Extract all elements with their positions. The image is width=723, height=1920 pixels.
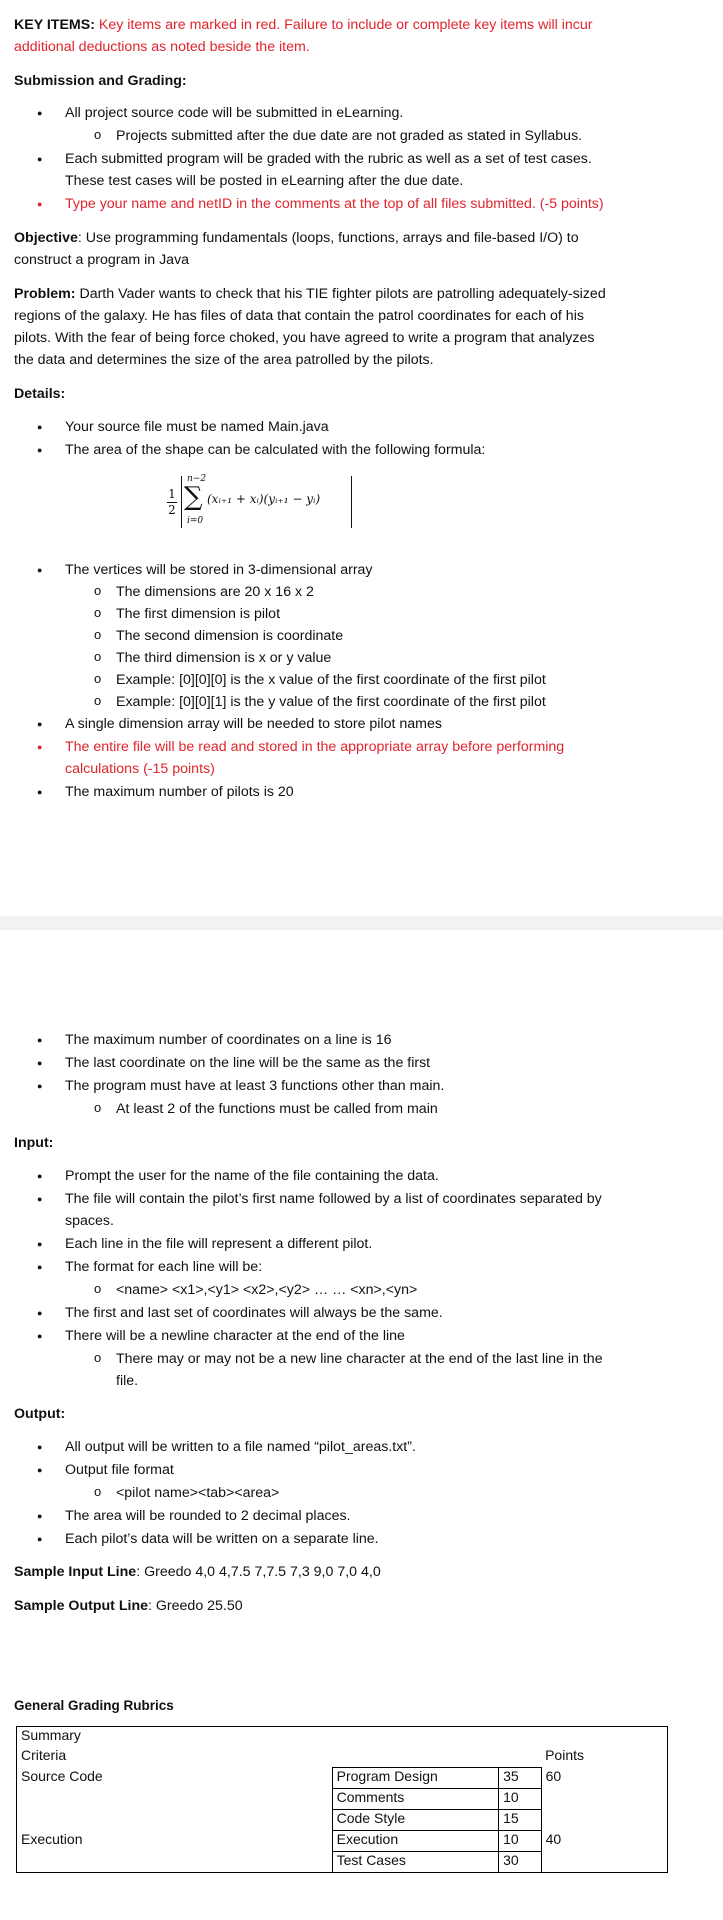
formula-upper-limit: n−2 xyxy=(187,474,207,484)
output-bullet-3: ● The area will be rounded to 2 decimal places. xyxy=(65,1507,351,1525)
rubric-score: 10 xyxy=(499,1789,542,1810)
details-bullet-2: ● The area of the shape can be calculated with the following formula: xyxy=(65,441,485,459)
objective-line-1 xyxy=(14,229,579,247)
input-bullet-2a: ● The file will contain the pilot’s first name followed by a list of coordinates separated by xyxy=(65,1190,602,1208)
output-sub-1: o <pilot name><tab><area> xyxy=(116,1484,279,1502)
objective-text: : Use programming fundamentals (loops, functions, arrays and file-based I/O) to xyxy=(77,230,579,246)
rubric-criteria-source: Source Code xyxy=(17,1768,179,1789)
input-bullet-1: ● Prompt the user for the name of the file containing the data. xyxy=(65,1167,439,1185)
formula-body: (xᵢ₊₁ + xᵢ)(yᵢ₊₁ − yᵢ) xyxy=(207,492,321,506)
sample-output-label: Sample Output Line xyxy=(14,1598,148,1614)
formula-lower-limit: i=0 xyxy=(187,516,204,526)
output-bullet-2: ● Output file format xyxy=(65,1461,174,1479)
input-sub-1: o <name> <x1>,<y1> <x2>,<y2> … … <xn>,<yn> xyxy=(116,1281,417,1299)
submission-bullet-2a: ● Each submitted program will be graded with the rubric as well as a set of test cases. xyxy=(65,150,592,168)
submission-sub-1: o Projects submitted after the due date are not graded as stated in Syllabus. xyxy=(116,127,582,145)
rubric-score: 30 xyxy=(499,1852,542,1873)
rubric-item: Test Cases xyxy=(332,1852,498,1873)
rubric-score: 15 xyxy=(499,1810,542,1831)
details-heading: Details: xyxy=(14,386,66,402)
key-items-label: KEY ITEMS: xyxy=(14,17,95,33)
input-bullet-2b: spaces. xyxy=(65,1213,114,1229)
details-bullet-4: ● A single dimension array will be needed to store pilot names xyxy=(65,715,442,733)
objective-label: Objective xyxy=(14,230,78,246)
rubric-row xyxy=(17,1789,668,1810)
rubric-summary-row xyxy=(17,1727,668,1748)
details-sub-1: o The dimensions are 20 x 16 x 2 xyxy=(116,583,314,601)
rubric-row xyxy=(17,1852,668,1873)
sample-input-label: Sample Input Line xyxy=(14,1564,137,1580)
submission-bullet-1: ● All project source code will be submitted in eLearning. xyxy=(65,104,403,122)
details-bullet-8: ● The last coordinate on the line will be the same as the first xyxy=(65,1054,430,1072)
key-items-text: Key items are marked in red. Failure to include or complete key items will incur xyxy=(98,17,593,33)
input-bullet-6: ● There will be a newline character at the end of the line xyxy=(65,1327,405,1345)
details-sub-2: o The first dimension is pilot xyxy=(116,605,280,623)
rubric-row xyxy=(17,1768,668,1789)
rubric-criteria-execution: Execution xyxy=(17,1831,179,1852)
key-items-line-2: additional deductions as noted beside the item. xyxy=(14,39,310,55)
area-formula xyxy=(161,472,361,534)
input-sub-2a: o There may or may not be a new line character at the end of the last line in the xyxy=(116,1350,603,1368)
problem-text-1: Darth Vader wants to check that his TIE fighter pilots are patrolling adequately-sized xyxy=(75,286,606,302)
output-bullet-1: ● All output will be written to a file named “pilot_areas.txt”. xyxy=(65,1438,416,1456)
input-sub-2b: file. xyxy=(116,1373,139,1389)
problem-label: Problem: xyxy=(14,286,76,302)
formula-half-denominator: 2 xyxy=(168,503,176,517)
sample-output-value: : Greedo 25.50 xyxy=(148,1598,243,1614)
key-items-line-1 xyxy=(14,16,593,34)
details-sub-6: o Example: [0][0][1] is the y value of the first coordinate of the first pilot xyxy=(116,693,546,711)
details-sub-5: o Example: [0][0][0] is the x value of the first coordinate of the first pilot xyxy=(116,671,546,689)
rubric-score: 35 xyxy=(499,1768,542,1789)
rubric-item: Program Design xyxy=(332,1768,498,1789)
objective-line-2: construct a program in Java xyxy=(14,252,190,268)
formula-abs-right xyxy=(351,476,352,528)
problem-line-1 xyxy=(14,285,606,303)
rubric-item: Code Style xyxy=(332,1810,498,1831)
output-bullet-4: ● Each pilot’s data will be written on a separate line. xyxy=(65,1530,379,1548)
rubric-heading: General Grading Rubrics xyxy=(14,1698,174,1713)
rubric-score: 10 xyxy=(499,1831,542,1852)
details-bullet-7: ● The maximum number of coordinates on a line is 16 xyxy=(65,1031,391,1049)
rubric-item: Execution xyxy=(332,1831,498,1852)
sample-input-value: : Greedo 4,0 4,7.5 7,7.5 7,3 9,0 7,0 4,0 xyxy=(136,1564,381,1580)
formula-sigma: ∑ xyxy=(184,482,203,512)
rubric-points-source: 60 xyxy=(541,1768,667,1789)
input-bullet-5: ● The first and last set of coordinates will always be the same. xyxy=(65,1304,443,1322)
details-sub-3: o The second dimension is coordinate xyxy=(116,627,343,645)
rubric-criteria-header: Criteria xyxy=(17,1747,179,1768)
rubric-row xyxy=(17,1810,668,1831)
details-bullet-1: ● Your source file must be named Main.java xyxy=(65,418,329,436)
output-heading: Output: xyxy=(14,1406,66,1422)
rubric-header-row xyxy=(17,1747,668,1768)
input-bullet-3: ● Each line in the file will represent a different pilot. xyxy=(65,1235,372,1253)
input-heading: Input: xyxy=(14,1135,54,1151)
submission-bullet-2b: These test cases will be posted in eLearning after the due date. xyxy=(65,173,464,189)
sample-input-line xyxy=(14,1563,381,1581)
problem-line-3: pilots. With the fear of being force choked, you have agreed to write a program that analyzes xyxy=(14,330,595,346)
page-break xyxy=(0,916,723,930)
rubric-row xyxy=(17,1831,668,1852)
rubric-table xyxy=(16,1726,668,1873)
rubric-summary: Summary xyxy=(17,1727,668,1748)
problem-line-2: regions of the galaxy. He has files of data that contain the patrol coordinates for each of his xyxy=(14,308,584,324)
details-bullet-6: ● The maximum number of pilots is 20 xyxy=(65,783,294,801)
details-bullet-3: ● The vertices will be stored in 3-dimensional array xyxy=(65,561,373,579)
rubric-points-execution: 40 xyxy=(541,1831,667,1852)
formula-half-numerator: 1 xyxy=(168,487,176,501)
details-sub-7: o At least 2 of the functions must be called from main xyxy=(116,1100,438,1118)
details-bullet-5a: ● The entire file will be read and stored in the appropriate array before performing xyxy=(65,738,564,756)
input-bullet-4: ● The format for each line will be: xyxy=(65,1258,262,1276)
rubric-points-header: Points xyxy=(541,1747,667,1768)
details-bullet-5b: calculations (-15 points) xyxy=(65,761,215,777)
sample-output-line xyxy=(14,1597,243,1615)
submission-bullet-3: ● Type your name and netID in the comments at the top of all files submitted. (-5 points) xyxy=(65,195,604,213)
problem-line-4: the data and determines the size of the area patrolled by the pilots. xyxy=(14,352,434,368)
rubric-item: Comments xyxy=(332,1789,498,1810)
formula-abs-left xyxy=(181,476,182,528)
submission-heading: Submission and Grading: xyxy=(14,73,187,89)
details-bullet-9: ● The program must have at least 3 functions other than main. xyxy=(65,1077,444,1095)
details-sub-4: o The third dimension is x or y value xyxy=(116,649,331,667)
